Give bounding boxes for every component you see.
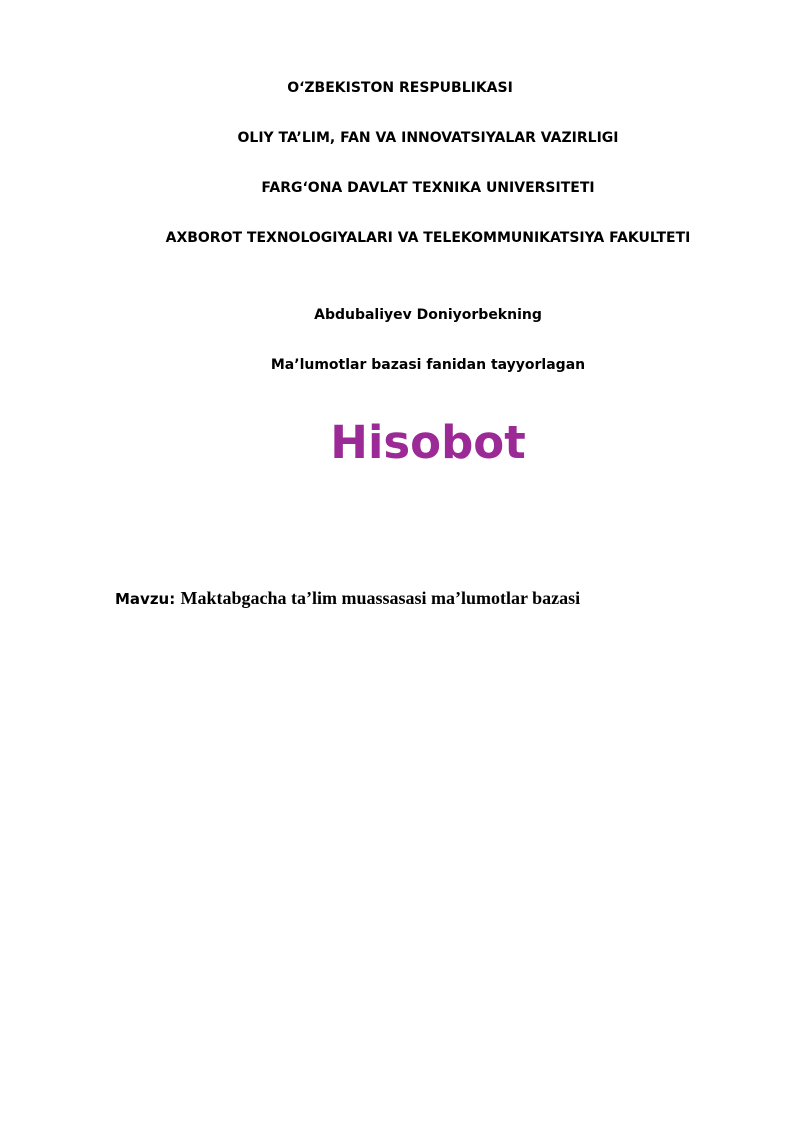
topic-line [115, 588, 580, 609]
faculty-name: AXBOROT TEXNOLOGIYALARI VA TELEKOMMUNIKATSIYA FAKULTETI [165, 230, 691, 246]
subject-line: Ma’lumotlar bazasi fanidan tayyorlagan [270, 357, 586, 373]
topic-label: Mavzu: [115, 590, 181, 608]
document-title: Hisobot [330, 416, 526, 469]
author-name: Abdubaliyev Doniyorbekning [314, 307, 542, 323]
university-name: FARG‘ONA DAVLAT TEXNIKA UNIVERSITETI [261, 180, 595, 196]
topic-text: Maktabgacha ta’lim muassasasi ma’lumotlar bazasi [180, 588, 581, 608]
country-name: O‘ZBEKISTON RESPUBLIKASI [287, 80, 513, 96]
ministry-name: OLIY TA’LIM, FAN VA INNOVATSIYALAR VAZIRLIGI [237, 130, 619, 146]
